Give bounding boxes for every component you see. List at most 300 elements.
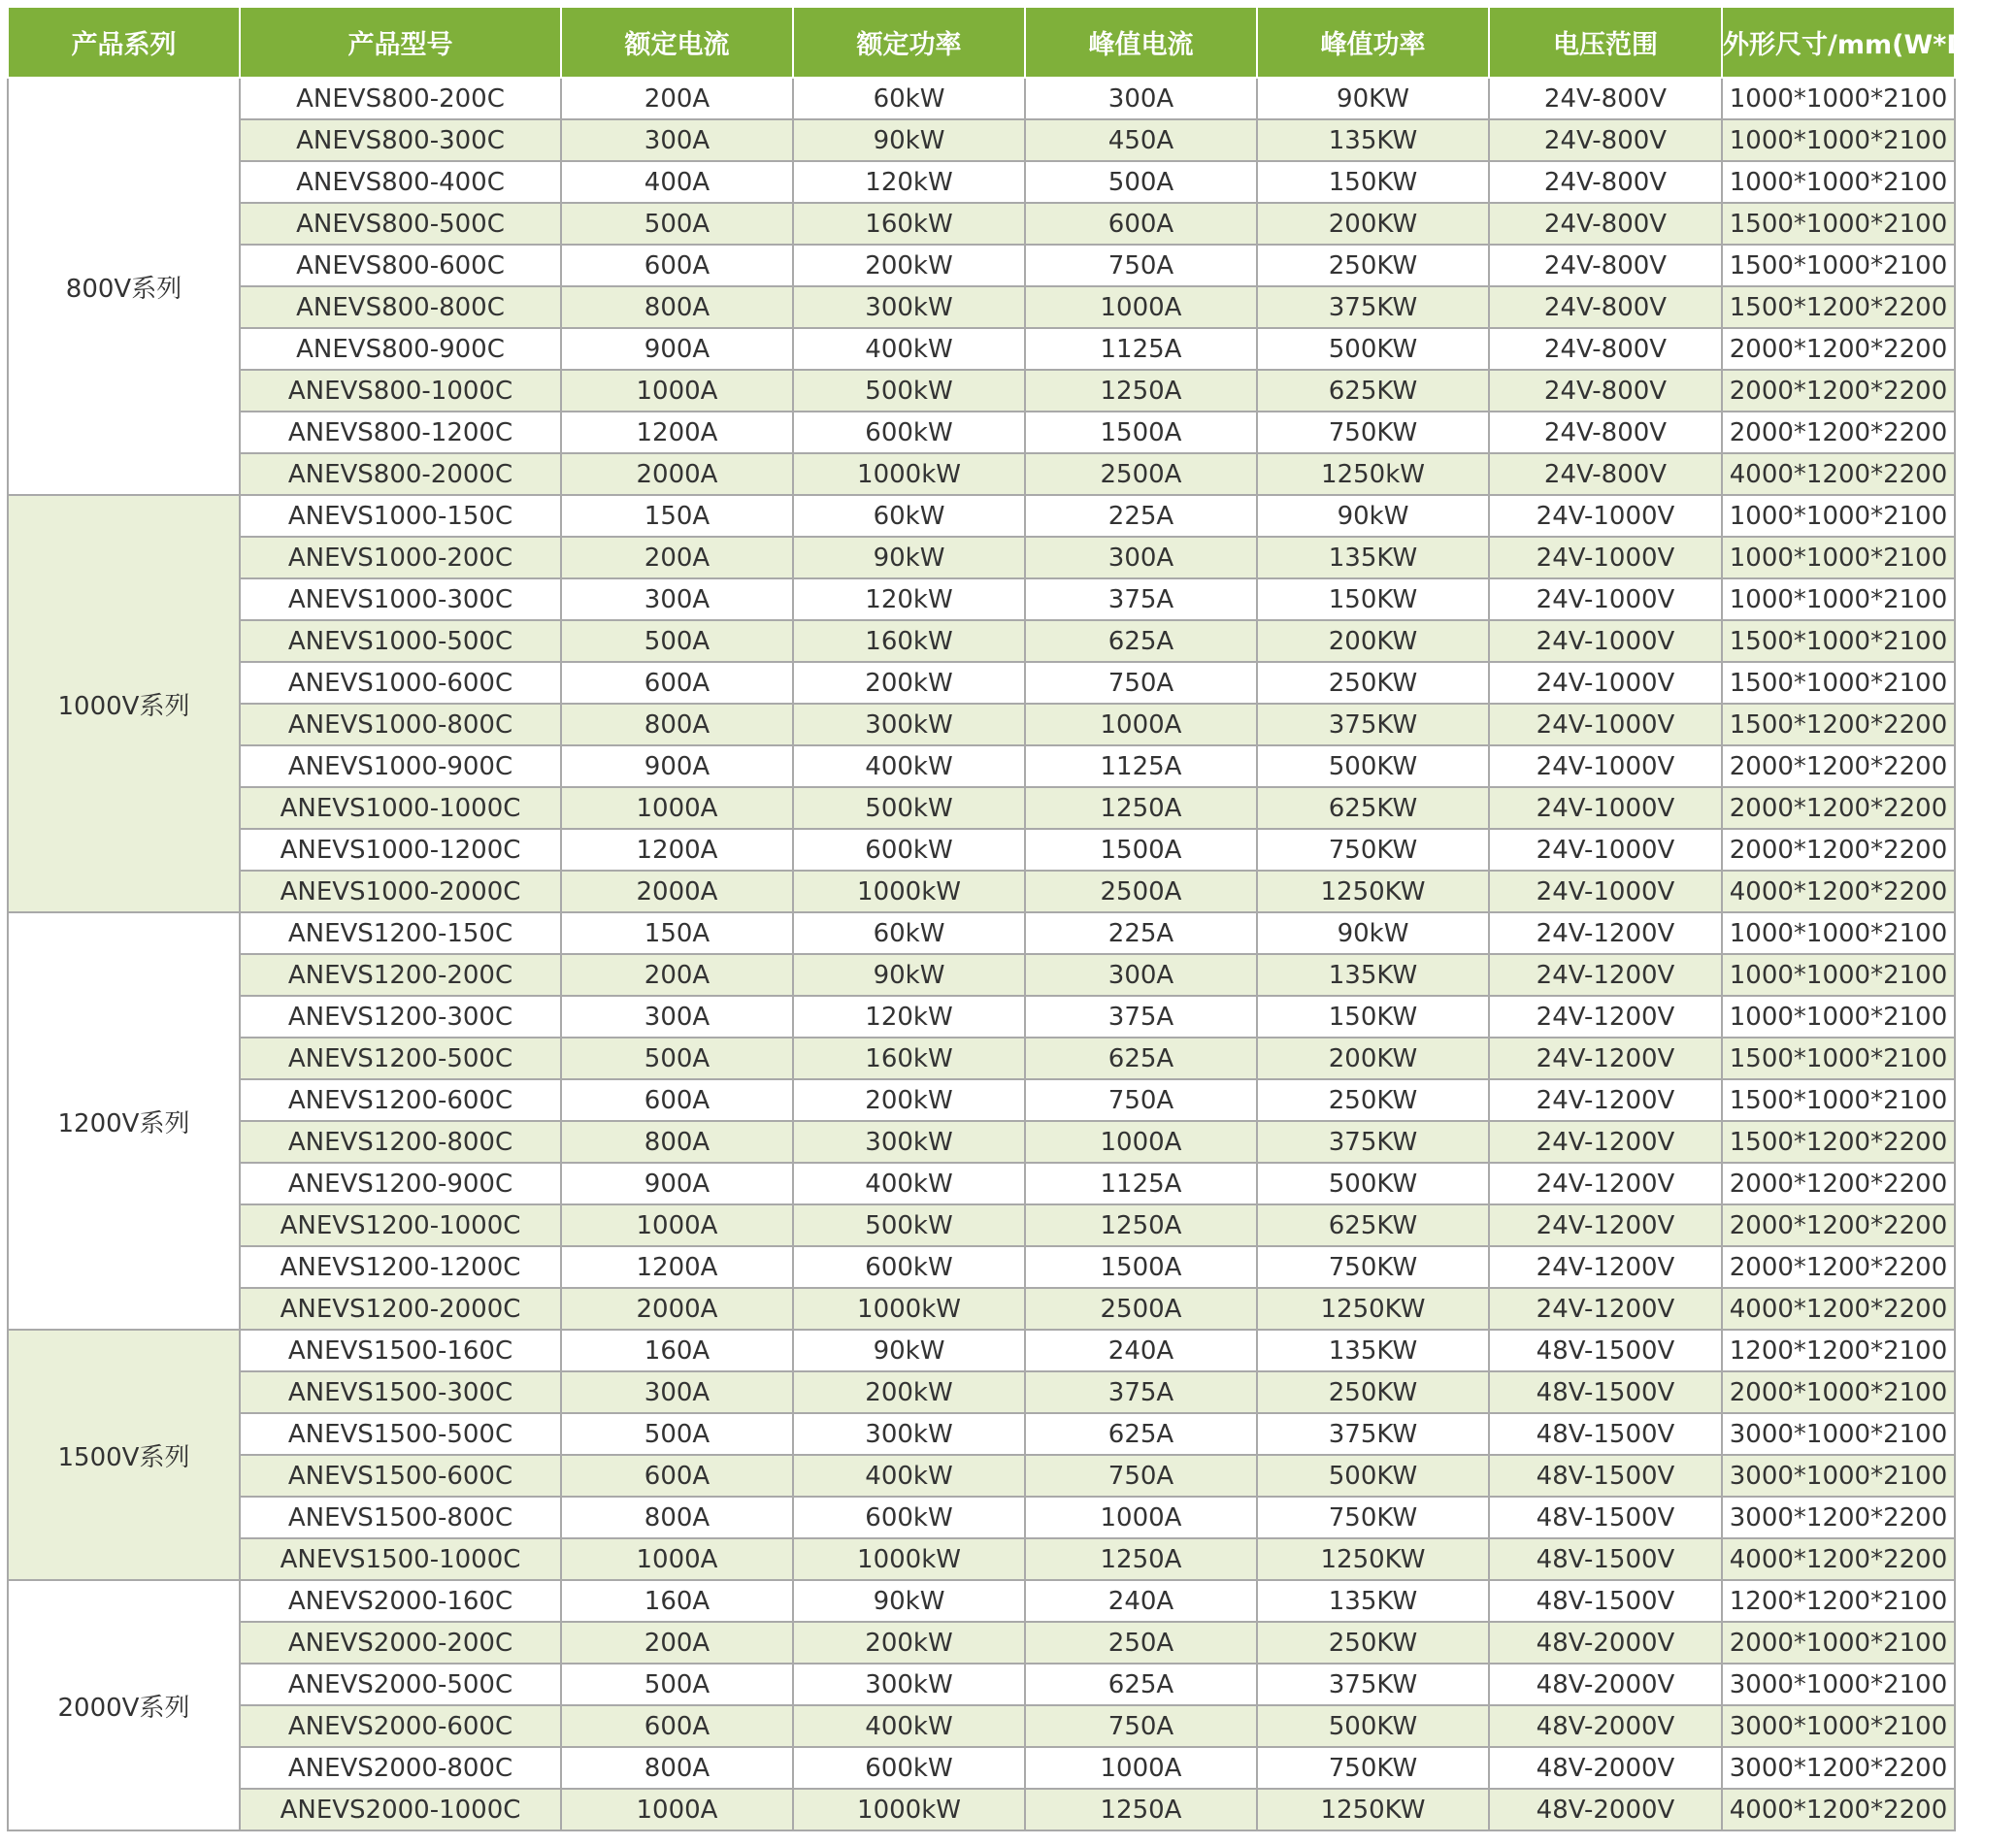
cell-voltage-range: 24V-800V xyxy=(1489,245,1722,286)
cell-rated-current: 800A xyxy=(561,1747,793,1789)
cell-peak-power: 375KW xyxy=(1257,704,1489,745)
series-label: 2000V系列 xyxy=(57,1693,190,1723)
cell-rated-power: 300kW xyxy=(793,286,1025,328)
cell-peak-power: 135KW xyxy=(1257,119,1489,161)
cell-peak-power: 750KW xyxy=(1257,412,1489,453)
cell-rated-current: 600A xyxy=(561,1455,793,1497)
cell-model: ANEVS1500-160C xyxy=(240,1330,561,1371)
cell-peak-current: 2500A xyxy=(1025,871,1257,912)
cell-dimensions: 1200*1200*2100 xyxy=(1722,1330,1955,1371)
header-product-series: 产品系列 xyxy=(8,7,240,78)
cell-model: ANEVS1000-500C xyxy=(240,620,561,662)
cell-peak-power: 90KW xyxy=(1257,78,1489,119)
cell-peak-power: 150KW xyxy=(1257,161,1489,203)
cell-rated-current: 600A xyxy=(561,662,793,704)
cell-peak-power: 500KW xyxy=(1257,1455,1489,1497)
cell-dimensions: 3000*1000*2100 xyxy=(1722,1413,1955,1455)
cell-rated-power: 200kW xyxy=(793,245,1025,286)
cell-voltage-range: 24V-1200V xyxy=(1489,1204,1722,1246)
cell-voltage-range: 48V-1500V xyxy=(1489,1371,1722,1413)
table-row xyxy=(8,1497,1955,1538)
cell-rated-power: 60kW xyxy=(793,912,1025,954)
cell-rated-power: 400kW xyxy=(793,745,1025,787)
cell-peak-current: 1000A xyxy=(1025,704,1257,745)
cell-rated-current: 2000A xyxy=(561,871,793,912)
cell-dimensions: 1500*1000*2100 xyxy=(1722,245,1955,286)
cell-voltage-range: 24V-1000V xyxy=(1489,829,1722,871)
cell-peak-current: 300A xyxy=(1025,537,1257,578)
cell-rated-current: 300A xyxy=(561,119,793,161)
cell-dimensions: 1000*1000*2100 xyxy=(1722,78,1955,119)
cell-voltage-range: 24V-800V xyxy=(1489,412,1722,453)
cell-rated-current: 500A xyxy=(561,1413,793,1455)
cell-rated-current: 200A xyxy=(561,537,793,578)
table-row xyxy=(8,1246,1955,1288)
cell-rated-power: 90kW xyxy=(793,954,1025,996)
cell-dimensions: 1000*1000*2100 xyxy=(1722,537,1955,578)
cell-peak-power: 1250KW xyxy=(1257,1789,1489,1830)
cell-peak-current: 750A xyxy=(1025,1705,1257,1747)
cell-model: ANEVS2000-600C xyxy=(240,1705,561,1747)
cell-peak-current: 300A xyxy=(1025,78,1257,119)
cell-peak-current: 625A xyxy=(1025,1413,1257,1455)
cell-voltage-range: 24V-1200V xyxy=(1489,1079,1722,1121)
series-label: 1500V系列 xyxy=(57,1442,190,1472)
cell-peak-power: 135KW xyxy=(1257,537,1489,578)
cell-peak-power: 500KW xyxy=(1257,745,1489,787)
table-row xyxy=(8,1580,1955,1622)
cell-rated-current: 800A xyxy=(561,1497,793,1538)
cell-voltage-range: 48V-2000V xyxy=(1489,1664,1722,1705)
cell-model: ANEVS1000-2000C xyxy=(240,871,561,912)
cell-model: ANEVS800-2000C xyxy=(240,453,561,495)
table-row xyxy=(8,78,1955,119)
cell-dimensions: 1500*1000*2100 xyxy=(1722,662,1955,704)
product-spec-table xyxy=(7,6,2016,1831)
table-row xyxy=(8,495,1955,537)
cell-rated-power: 90kW xyxy=(793,537,1025,578)
cell-voltage-range: 24V-1200V xyxy=(1489,996,1722,1038)
cell-peak-power: 625KW xyxy=(1257,1204,1489,1246)
cell-rated-power: 300kW xyxy=(793,1121,1025,1163)
cell-rated-power: 90kW xyxy=(793,1580,1025,1622)
cell-peak-current: 1250A xyxy=(1025,370,1257,412)
cell-model: ANEVS2000-200C xyxy=(240,1622,561,1664)
cell-voltage-range: 48V-2000V xyxy=(1489,1705,1722,1747)
cell-peak-current: 600A xyxy=(1025,203,1257,245)
cell-model: ANEVS1000-1200C xyxy=(240,829,561,871)
cell-peak-current: 750A xyxy=(1025,1455,1257,1497)
header-rated-power: 额定功率 xyxy=(793,7,1025,78)
cell-model: ANEVS1500-300C xyxy=(240,1371,561,1413)
cell-model: ANEVS1000-800C xyxy=(240,704,561,745)
table-row xyxy=(8,203,1955,245)
table-row xyxy=(8,1747,1955,1789)
header-dimensions: 外形尺寸/mm(W*D*H) xyxy=(1722,7,1955,78)
cell-voltage-range: 24V-1200V xyxy=(1489,954,1722,996)
table-row xyxy=(8,119,1955,161)
cell-peak-power: 1250KW xyxy=(1257,1288,1489,1330)
cell-rated-power: 1000kW xyxy=(793,453,1025,495)
cell-voltage-range: 48V-2000V xyxy=(1489,1747,1722,1789)
table-row xyxy=(8,1538,1955,1580)
cell-peak-power: 90kW xyxy=(1257,912,1489,954)
cell-rated-power: 600kW xyxy=(793,1747,1025,1789)
cell-peak-power: 625KW xyxy=(1257,370,1489,412)
cell-dimensions: 2000*1200*2200 xyxy=(1722,1204,1955,1246)
cell-dimensions: 2000*1000*2100 xyxy=(1722,1622,1955,1664)
header-product-model: 产品型号 xyxy=(240,7,561,78)
table-row xyxy=(8,1121,1955,1163)
cell-voltage-range: 24V-800V xyxy=(1489,119,1722,161)
table-row xyxy=(8,537,1955,578)
cell-peak-current: 625A xyxy=(1025,1038,1257,1079)
cell-voltage-range: 48V-2000V xyxy=(1489,1789,1722,1830)
cell-peak-power: 200KW xyxy=(1257,1038,1489,1079)
cell-dimensions: 1000*1000*2100 xyxy=(1722,954,1955,996)
cell-voltage-range: 48V-1500V xyxy=(1489,1413,1722,1455)
cell-dimensions: 1500*1200*2200 xyxy=(1722,286,1955,328)
table-row xyxy=(8,912,1955,954)
cell-dimensions: 1000*1000*2100 xyxy=(1722,996,1955,1038)
table-row xyxy=(8,1664,1955,1705)
cell-model: ANEVS1200-500C xyxy=(240,1038,561,1079)
cell-peak-current: 2500A xyxy=(1025,1288,1257,1330)
cell-peak-current: 750A xyxy=(1025,662,1257,704)
cell-model: ANEVS2000-160C xyxy=(240,1580,561,1622)
cell-voltage-range: 24V-800V xyxy=(1489,161,1722,203)
table-row xyxy=(8,1288,1955,1330)
cell-rated-current: 400A xyxy=(561,161,793,203)
cell-peak-current: 240A xyxy=(1025,1330,1257,1371)
table-row xyxy=(8,1413,1955,1455)
series-cell xyxy=(8,78,240,495)
cell-model: ANEVS1200-800C xyxy=(240,1121,561,1163)
cell-peak-current: 500A xyxy=(1025,161,1257,203)
cell-dimensions: 1200*1200*2100 xyxy=(1722,1580,1955,1622)
cell-model: ANEVS800-300C xyxy=(240,119,561,161)
cell-model: ANEVS800-200C xyxy=(240,78,561,119)
cell-voltage-range: 24V-800V xyxy=(1489,453,1722,495)
cell-rated-current: 2000A xyxy=(561,1288,793,1330)
cell-dimensions: 2000*1200*2200 xyxy=(1722,745,1955,787)
series-label: 800V系列 xyxy=(65,274,182,304)
table-row xyxy=(8,1079,1955,1121)
cell-peak-power: 250KW xyxy=(1257,662,1489,704)
cell-peak-power: 90kW xyxy=(1257,495,1489,537)
cell-peak-current: 625A xyxy=(1025,1664,1257,1705)
cell-model: ANEVS1200-2000C xyxy=(240,1288,561,1330)
cell-model: ANEVS800-900C xyxy=(240,328,561,370)
cell-rated-current: 300A xyxy=(561,1371,793,1413)
table-row xyxy=(8,453,1955,495)
table-row xyxy=(8,787,1955,829)
cell-peak-power: 135KW xyxy=(1257,1330,1489,1371)
cell-peak-power: 625KW xyxy=(1257,787,1489,829)
cell-dimensions: 4000*1200*2200 xyxy=(1722,1789,1955,1830)
cell-peak-power: 500KW xyxy=(1257,1705,1489,1747)
table-row xyxy=(8,161,1955,203)
cell-voltage-range: 48V-1500V xyxy=(1489,1538,1722,1580)
cell-peak-current: 1250A xyxy=(1025,1538,1257,1580)
cell-rated-current: 500A xyxy=(561,620,793,662)
cell-peak-current: 300A xyxy=(1025,954,1257,996)
table-row xyxy=(8,578,1955,620)
cell-peak-current: 375A xyxy=(1025,1371,1257,1413)
table-row xyxy=(8,1204,1955,1246)
cell-rated-current: 2000A xyxy=(561,453,793,495)
cell-model: ANEVS1200-600C xyxy=(240,1079,561,1121)
cell-voltage-range: 24V-800V xyxy=(1489,203,1722,245)
cell-voltage-range: 48V-1500V xyxy=(1489,1455,1722,1497)
table-row xyxy=(8,286,1955,328)
cell-rated-power: 600kW xyxy=(793,1497,1025,1538)
cell-rated-current: 500A xyxy=(561,203,793,245)
cell-peak-power: 375KW xyxy=(1257,1664,1489,1705)
cell-voltage-range: 24V-1000V xyxy=(1489,537,1722,578)
cell-rated-power: 1000kW xyxy=(793,1538,1025,1580)
cell-dimensions: 1500*1000*2100 xyxy=(1722,1038,1955,1079)
header-peak-power: 峰值功率 xyxy=(1257,7,1489,78)
table-row xyxy=(8,745,1955,787)
cell-rated-power: 600kW xyxy=(793,1246,1025,1288)
cell-model: ANEVS1000-1000C xyxy=(240,787,561,829)
cell-voltage-range: 24V-1000V xyxy=(1489,620,1722,662)
cell-peak-current: 1125A xyxy=(1025,745,1257,787)
table-body xyxy=(8,78,1955,1830)
cell-voltage-range: 24V-1000V xyxy=(1489,745,1722,787)
cell-model: ANEVS2000-1000C xyxy=(240,1789,561,1830)
cell-peak-power: 200KW xyxy=(1257,203,1489,245)
series-label: 1000V系列 xyxy=(57,691,190,721)
cell-rated-power: 1000kW xyxy=(793,1288,1025,1330)
cell-peak-current: 225A xyxy=(1025,912,1257,954)
cell-voltage-range: 24V-1200V xyxy=(1489,1288,1722,1330)
cell-rated-current: 1000A xyxy=(561,1538,793,1580)
cell-peak-current: 1000A xyxy=(1025,286,1257,328)
cell-rated-current: 800A xyxy=(561,286,793,328)
cell-dimensions: 2000*1200*2200 xyxy=(1722,829,1955,871)
cell-rated-power: 90kW xyxy=(793,1330,1025,1371)
table-row xyxy=(8,412,1955,453)
cell-peak-current: 1250A xyxy=(1025,1789,1257,1830)
cell-dimensions: 1500*1200*2200 xyxy=(1722,1121,1955,1163)
cell-dimensions: 1000*1000*2100 xyxy=(1722,578,1955,620)
table-row xyxy=(8,1705,1955,1747)
cell-dimensions: 1500*1000*2100 xyxy=(1722,620,1955,662)
cell-voltage-range: 24V-1000V xyxy=(1489,787,1722,829)
series-label: 1200V系列 xyxy=(57,1108,190,1138)
cell-peak-current: 1000A xyxy=(1025,1497,1257,1538)
cell-peak-power: 150KW xyxy=(1257,996,1489,1038)
spec-table-container xyxy=(7,6,2016,1831)
cell-model: ANEVS1000-600C xyxy=(240,662,561,704)
cell-peak-current: 1000A xyxy=(1025,1747,1257,1789)
cell-peak-power: 250KW xyxy=(1257,1079,1489,1121)
cell-voltage-range: 24V-1000V xyxy=(1489,662,1722,704)
cell-dimensions: 4000*1200*2200 xyxy=(1722,453,1955,495)
cell-model: ANEVS800-600C xyxy=(240,245,561,286)
cell-rated-current: 800A xyxy=(561,704,793,745)
cell-dimensions: 1000*1000*2100 xyxy=(1722,912,1955,954)
cell-dimensions: 4000*1200*2200 xyxy=(1722,1538,1955,1580)
cell-peak-power: 1250KW xyxy=(1257,1538,1489,1580)
cell-model: ANEVS1000-300C xyxy=(240,578,561,620)
cell-rated-power: 500kW xyxy=(793,1204,1025,1246)
cell-dimensions: 3000*1000*2100 xyxy=(1722,1455,1955,1497)
table-row xyxy=(8,704,1955,745)
cell-rated-power: 90kW xyxy=(793,119,1025,161)
cell-rated-current: 600A xyxy=(561,1079,793,1121)
cell-dimensions: 2000*1200*2200 xyxy=(1722,1163,1955,1204)
cell-model: ANEVS800-1200C xyxy=(240,412,561,453)
cell-rated-current: 160A xyxy=(561,1580,793,1622)
cell-model: ANEVS2000-500C xyxy=(240,1664,561,1705)
cell-voltage-range: 24V-1200V xyxy=(1489,1246,1722,1288)
cell-dimensions: 3000*1200*2200 xyxy=(1722,1497,1955,1538)
cell-peak-current: 1000A xyxy=(1025,1121,1257,1163)
cell-peak-current: 1125A xyxy=(1025,328,1257,370)
table-header xyxy=(8,7,2016,78)
cell-rated-current: 600A xyxy=(561,1705,793,1747)
cell-dimensions: 3000*1200*2200 xyxy=(1722,1747,1955,1789)
cell-model: ANEVS1000-150C xyxy=(240,495,561,537)
cell-peak-current: 375A xyxy=(1025,578,1257,620)
cell-dimensions: 2000*1200*2200 xyxy=(1722,370,1955,412)
cell-peak-current: 1500A xyxy=(1025,829,1257,871)
cell-dimensions: 1500*1000*2100 xyxy=(1722,1079,1955,1121)
table-row xyxy=(8,954,1955,996)
cell-rated-current: 800A xyxy=(561,1121,793,1163)
series-cell xyxy=(8,1580,240,1830)
cell-voltage-range: 24V-1200V xyxy=(1489,1038,1722,1079)
cell-rated-current: 900A xyxy=(561,1163,793,1204)
cell-model: ANEVS1200-900C xyxy=(240,1163,561,1204)
cell-rated-current: 1200A xyxy=(561,829,793,871)
table-row xyxy=(8,1455,1955,1497)
table-row xyxy=(8,829,1955,871)
cell-model: ANEVS800-800C xyxy=(240,286,561,328)
header-rated-current: 额定电流 xyxy=(561,7,793,78)
cell-peak-power: 135KW xyxy=(1257,1580,1489,1622)
cell-peak-power: 135KW xyxy=(1257,954,1489,996)
cell-voltage-range: 24V-1200V xyxy=(1489,1163,1722,1204)
table-row xyxy=(8,370,1955,412)
cell-rated-power: 60kW xyxy=(793,78,1025,119)
cell-dimensions: 2000*1000*2100 xyxy=(1722,1371,1955,1413)
cell-voltage-range: 24V-1000V xyxy=(1489,495,1722,537)
cell-dimensions: 3000*1000*2100 xyxy=(1722,1664,1955,1705)
cell-model: ANEVS800-1000C xyxy=(240,370,561,412)
header-peak-current: 峰值电流 xyxy=(1025,7,1257,78)
cell-dimensions: 1500*1200*2200 xyxy=(1722,704,1955,745)
cell-voltage-range: 24V-1200V xyxy=(1489,1121,1722,1163)
cell-peak-power: 375KW xyxy=(1257,286,1489,328)
cell-rated-power: 400kW xyxy=(793,328,1025,370)
cell-dimensions: 1000*1000*2100 xyxy=(1722,161,1955,203)
cell-peak-current: 625A xyxy=(1025,620,1257,662)
table-row xyxy=(8,662,1955,704)
cell-rated-power: 200kW xyxy=(793,1622,1025,1664)
cell-voltage-range: 24V-1000V xyxy=(1489,578,1722,620)
cell-model: ANEVS1500-500C xyxy=(240,1413,561,1455)
cell-rated-current: 300A xyxy=(561,996,793,1038)
cell-rated-current: 900A xyxy=(561,328,793,370)
cell-rated-current: 1000A xyxy=(561,1204,793,1246)
cell-rated-power: 160kW xyxy=(793,203,1025,245)
cell-rated-power: 300kW xyxy=(793,1413,1025,1455)
cell-rated-power: 200kW xyxy=(793,662,1025,704)
cell-peak-current: 450A xyxy=(1025,119,1257,161)
cell-peak-current: 2500A xyxy=(1025,453,1257,495)
cell-voltage-range: 48V-1500V xyxy=(1489,1497,1722,1538)
header-row xyxy=(8,7,1955,78)
cell-rated-power: 1000kW xyxy=(793,1789,1025,1830)
cell-rated-current: 900A xyxy=(561,745,793,787)
cell-dimensions: 1000*1000*2100 xyxy=(1722,119,1955,161)
cell-peak-power: 1250KW xyxy=(1257,871,1489,912)
cell-rated-power: 400kW xyxy=(793,1705,1025,1747)
cell-peak-current: 250A xyxy=(1025,1622,1257,1664)
cell-rated-power: 60kW xyxy=(793,495,1025,537)
cell-peak-power: 500KW xyxy=(1257,328,1489,370)
cell-peak-current: 1125A xyxy=(1025,1163,1257,1204)
cell-peak-power: 500KW xyxy=(1257,1163,1489,1204)
table-row xyxy=(8,1038,1955,1079)
cell-model: ANEVS1200-300C xyxy=(240,996,561,1038)
cell-rated-power: 160kW xyxy=(793,620,1025,662)
cell-rated-power: 500kW xyxy=(793,787,1025,829)
table-row xyxy=(8,328,1955,370)
cell-peak-power: 750KW xyxy=(1257,1497,1489,1538)
cell-dimensions: 2000*1200*2200 xyxy=(1722,787,1955,829)
cell-peak-current: 225A xyxy=(1025,495,1257,537)
cell-peak-power: 250KW xyxy=(1257,245,1489,286)
cell-voltage-range: 24V-800V xyxy=(1489,78,1722,119)
cell-voltage-range: 24V-1000V xyxy=(1489,704,1722,745)
cell-peak-current: 1500A xyxy=(1025,412,1257,453)
cell-rated-current: 1200A xyxy=(561,412,793,453)
cell-model: ANEVS1200-150C xyxy=(240,912,561,954)
table-row xyxy=(8,871,1955,912)
cell-rated-power: 200kW xyxy=(793,1371,1025,1413)
cell-dimensions: 4000*1200*2200 xyxy=(1722,871,1955,912)
cell-voltage-range: 24V-800V xyxy=(1489,286,1722,328)
series-cell xyxy=(8,1330,240,1580)
cell-peak-current: 1500A xyxy=(1025,1246,1257,1288)
cell-dimensions: 2000*1200*2200 xyxy=(1722,1246,1955,1288)
cell-rated-current: 600A xyxy=(561,245,793,286)
cell-dimensions: 2000*1200*2200 xyxy=(1722,412,1955,453)
cell-rated-power: 600kW xyxy=(793,829,1025,871)
cell-model: ANEVS1200-1200C xyxy=(240,1246,561,1288)
cell-voltage-range: 48V-2000V xyxy=(1489,1622,1722,1664)
cell-rated-power: 300kW xyxy=(793,1664,1025,1705)
cell-rated-power: 160kW xyxy=(793,1038,1025,1079)
cell-peak-current: 240A xyxy=(1025,1580,1257,1622)
cell-rated-power: 120kW xyxy=(793,996,1025,1038)
cell-rated-current: 300A xyxy=(561,578,793,620)
cell-model: ANEVS1500-800C xyxy=(240,1497,561,1538)
cell-model: ANEVS1500-600C xyxy=(240,1455,561,1497)
table-row xyxy=(8,1789,1955,1830)
table-row xyxy=(8,245,1955,286)
table-row xyxy=(8,620,1955,662)
cell-peak-power: 375KW xyxy=(1257,1121,1489,1163)
cell-rated-current: 150A xyxy=(561,495,793,537)
cell-peak-current: 750A xyxy=(1025,245,1257,286)
cell-rated-current: 200A xyxy=(561,78,793,119)
